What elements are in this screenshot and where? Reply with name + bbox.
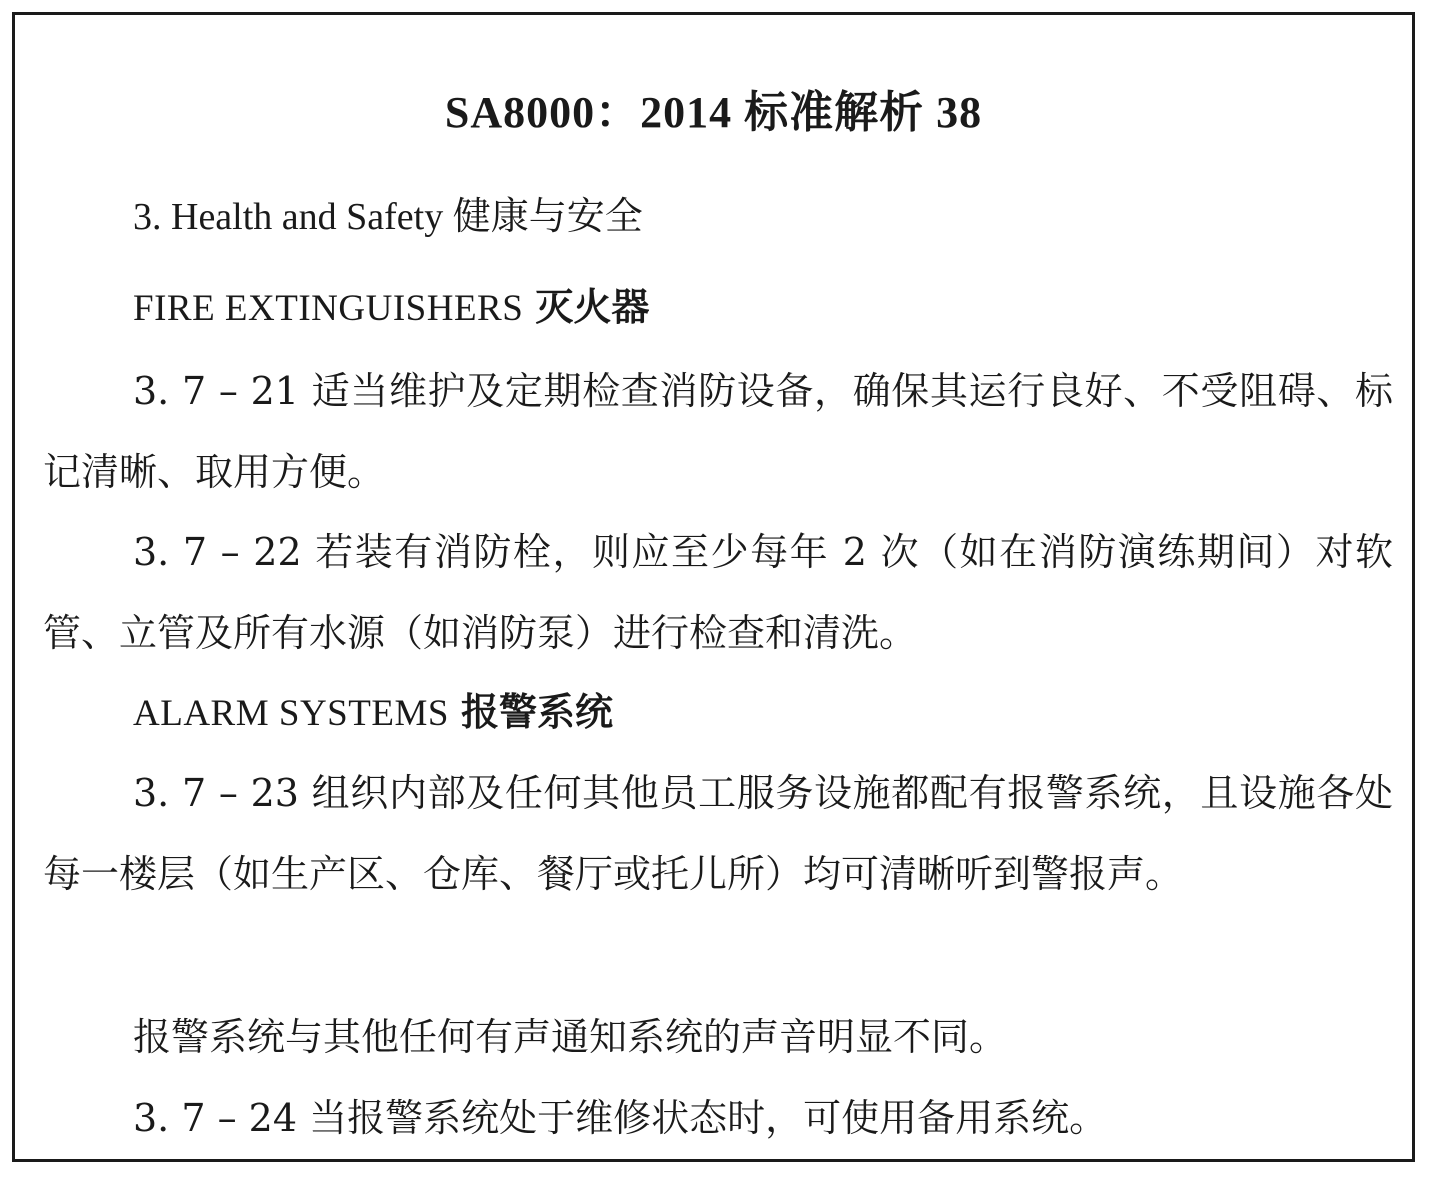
clause-3-7-21: 3. 7 – 21 适当维护及定期检查消防设备，确保其运行良好、不受阻碍、标记清晰、取用方便。 (43, 369, 1393, 494)
document-frame (12, 12, 1415, 1162)
alarm-note: 报警系统与其他任何有声通知系统的声音明显不同。 (133, 1015, 1008, 1059)
clause-3-7-24: 3. 7 – 24 当报警系统处于维修状态时，可使用备用系统。 (133, 1096, 1108, 1140)
alarm-heading-en: ALARM SYSTEMS (133, 693, 449, 734)
fire-heading-zh: 灭火器 (535, 285, 650, 329)
clause-3-7-23: 3. 7 – 23 组织内部及任何其他员工服务设施都配有报警系统，且设施各处每一楼层（如生产区、仓库、餐厅或托儿所）均可清晰听到警报声。 (43, 771, 1393, 896)
alarm-heading-zh: 报警系统 (461, 690, 614, 734)
page-title: SA8000：2014 标准解析 38 (444, 88, 983, 137)
section-heading: 3. Health and Safety 健康与安全 (133, 196, 643, 238)
alarm-systems-heading (43, 672, 1393, 754)
fire-heading-en: FIRE EXTINGUISHERS (133, 288, 524, 329)
fire-extinguishers-heading (43, 267, 1393, 349)
clause-3-7-22: 3. 7 – 22 若装有消防栓，则应至少每年 2 次（如在消防演练期间）对软管、立管及所有水源（如消防泵）进行检查和清洗。 (43, 530, 1393, 655)
